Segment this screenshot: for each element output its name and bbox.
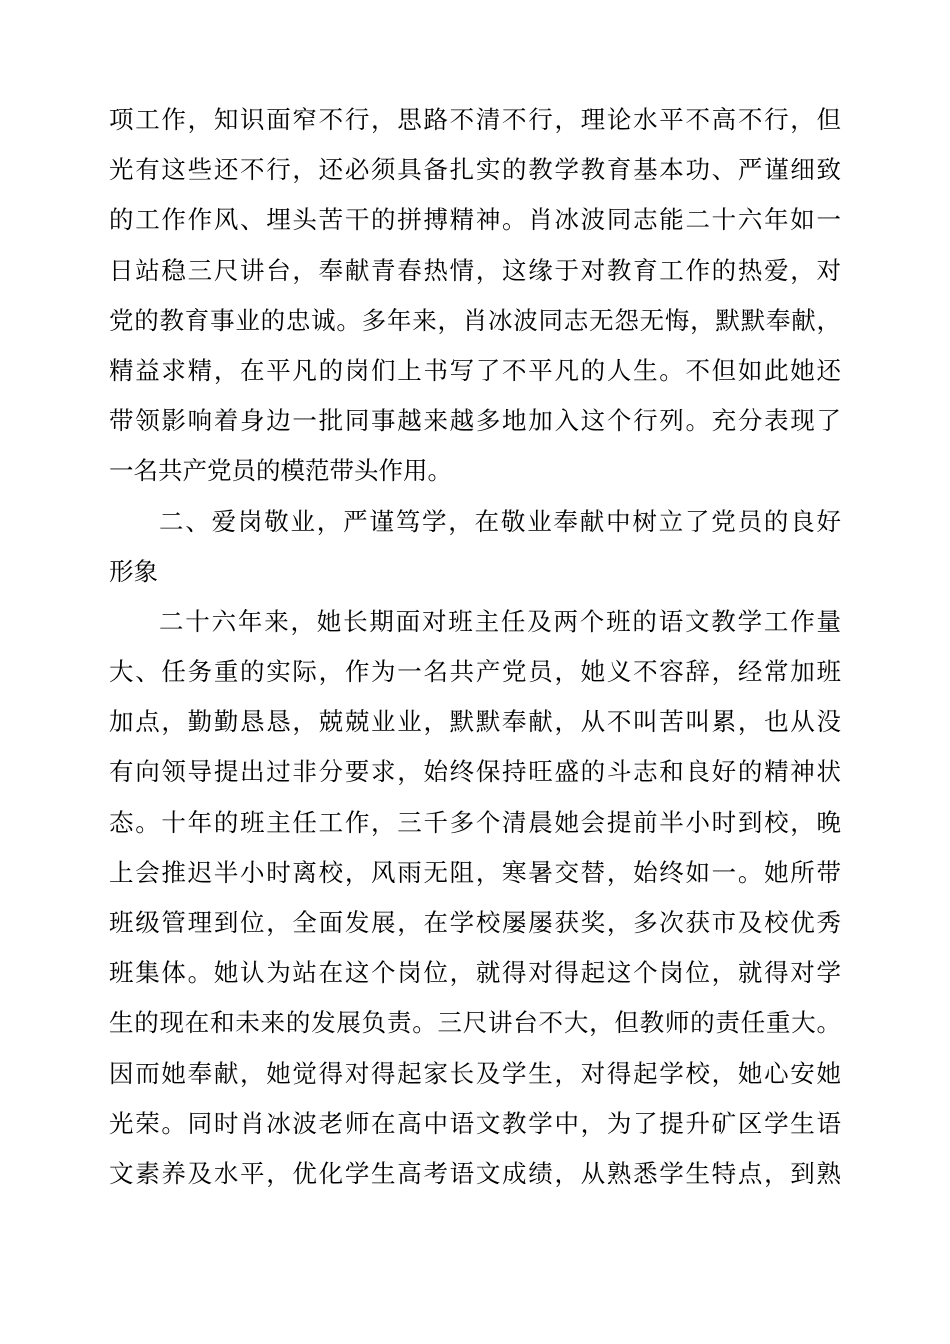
text-line: 加点，勤勤恳恳，兢兢业业，默默奉献，从不叫苦叫累，也从没 xyxy=(109,707,841,737)
text-line: 二、爱岗敬业，严谨笃学，在敬业奉献中树立了党员的良好 xyxy=(159,506,841,536)
text-line: 党的教育事业的忠诚。多年来，肖冰波同志无怨无悔，默默奉献， xyxy=(109,305,841,335)
text-line: 态。十年的班主任工作，三千多个清晨她会提前半小时到校，晚 xyxy=(109,807,841,837)
text-line: 光荣。同时肖冰波老师在高中语文教学中，为了提升矿区学生语 xyxy=(109,1108,841,1138)
text-line: 光有这些还不行，还必须具备扎实的教学教育基本功、严谨细致 xyxy=(109,155,841,185)
text-line: 班集体。她认为站在这个岗位，就得对得起这个岗位，就得对学 xyxy=(109,958,841,988)
text-line: 大、任务重的实际，作为一名共产党员，她义不容辞，经常加班 xyxy=(109,657,841,687)
text-line: 上会推迟半小时离校，风雨无阻，寒暑交替，始终如一。她所带 xyxy=(109,857,841,887)
text-line: 一名共产党员的模范带头作用。 xyxy=(109,456,452,486)
text-line: 的工作作风、埋头苦干的拼搏精神。肖冰波同志能二十六年如一 xyxy=(109,205,841,235)
text-line: 有向领导提出过非分要求，始终保持旺盛的斗志和良好的精神状 xyxy=(109,757,841,787)
text-line: 日站稳三尺讲台，奉献青春热情，这缘于对教育工作的热爱，对 xyxy=(109,255,841,285)
text-line: 二十六年来，她长期面对班主任及两个班的语文教学工作量 xyxy=(159,606,841,636)
text-line: 带领影响着身边一批同事越来越多地加入这个行列。充分表现了 xyxy=(109,406,841,436)
text-line: 精益求精，在平凡的岗们上书写了不平凡的人生。不但如此她还 xyxy=(109,355,841,385)
text-line: 生的现在和未来的发展负责。三尺讲台不大，但教师的责任重大。 xyxy=(109,1008,841,1038)
text-line: 形象 xyxy=(109,556,158,586)
body-text xyxy=(109,95,841,1199)
text-line: 文素养及水平，优化学生高考语文成绩，从熟悉学生特点，到熟 xyxy=(109,1158,841,1188)
text-line: 班级管理到位，全面发展，在学校屡屡获奖，多次获市及校优秀 xyxy=(109,908,841,937)
text-line: 项工作，知识面窄不行，思路不清不行，理论水平不高不行，但 xyxy=(109,105,841,134)
text-line: 因而她奉献，她觉得对得起家长及学生，对得起学校，她心安她 xyxy=(109,1058,841,1088)
